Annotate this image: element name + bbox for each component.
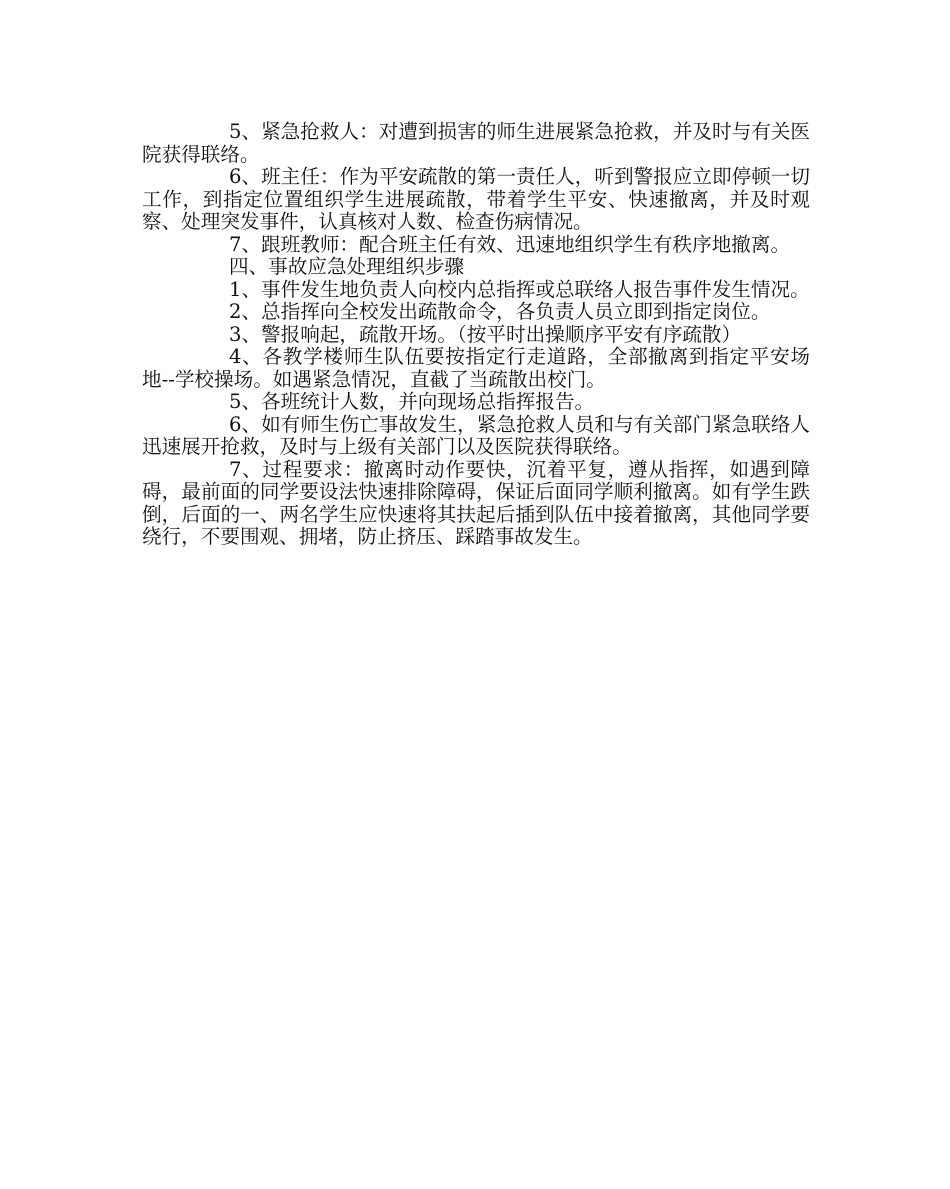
- document-page: [142, 121, 810, 549]
- paragraph-step-2: 2、总指挥向全校发出疏散命令，各负责人员立即到指定岗位。: [229, 300, 771, 323]
- paragraph-accompanying-teacher: 7、跟班教师：配合班主任有效、迅速地组织学生有秩序地撤离。: [229, 232, 791, 256]
- paragraph-step-5: 5、各班统计人数，并向现场总指挥报告。: [229, 390, 595, 413]
- paragraph-step-4: 4、各教学楼师生队伍要按指定行走道路，全部撤离到指定平安场地--学校操场。如遇紧急情况，直截了当疏散出校门。: [142, 345, 810, 391]
- paragraph-step-7: 7、过程要求：撤离时动作要快，沉着平复，遵从指挥，如遇到障碍，最前面的同学要设法快速排除障碍，保证后面同学顺利撤离。如有学生跌倒，后面的一、两名学生应快速将其扶起后插到队伍中接着撤离，其他同学要绕行，不要围观、拥堵，防止挤压、踩踏事故发生。: [142, 457, 810, 548]
- paragraph-head-teacher: 6、班主任：作为平安疏散的第一责任人，听到警报应立即停顿一切工作，到指定位置组织学生进展疏散，带着学生平安、快速撤离，并及时观察、处理突发事件，认真核对人数、检查伤病情况。: [142, 165, 810, 233]
- paragraph-emergency-rescuer: 5、紧急抢救人：对遭到损害的师生进展紧急抢救，并及时与有关医院获得联络。: [142, 120, 810, 166]
- paragraph-step-6: 6、如有师生伤亡事故发生，紧急抢救人员和与有关部门紧急联络人迅速展开抢救，及时与上级有关部门以及医院获得联络。: [142, 412, 810, 458]
- paragraph-step-3: 3、警报响起，疏散开场。（按平时出操顺序平安有序疏散）: [229, 322, 742, 346]
- section-heading-procedure: 四、事故应急处理组织步骤: [229, 255, 465, 278]
- paragraph-step-1: 1、事件发生地负责人向校内总指挥或总联络人报告事件发生情况。: [229, 277, 810, 301]
